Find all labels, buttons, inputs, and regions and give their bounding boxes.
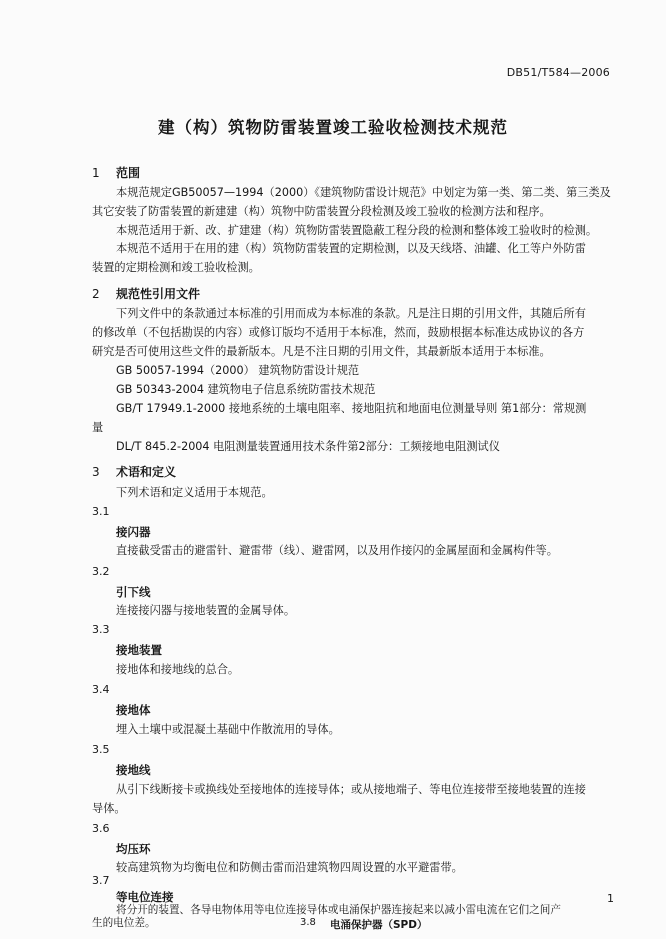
term-definition: 直接截受雷击的避雷针、避雷带（线）、避雷网，以及用作接闪的金属屋面和金属构件等。 [116,544,558,557]
term-number: 3.5 [92,743,110,756]
page-number: 1 [607,892,614,905]
section-number: 1 [92,166,100,180]
term-name: 接地体 [116,703,151,717]
paragraph-line: 装置的定期检测和竣工验收检测。 [92,261,260,274]
section-number: 3 [92,465,100,479]
term-number: 3.6 [92,822,110,835]
term-number: 3.3 [92,623,110,636]
term-definition: 将分开的装置、各导电物体用等电位连接导体或电涌保护器连接起来以减小雷电流在它们之间产 [116,904,561,916]
paragraph-line: 本规范适用于新、改、扩建建（构）筑物防雷装置隐蔽工程分段的检测和整体竣工验收时的检测。 [116,224,598,237]
document-title: 建（构）筑物防雷装置竣工验收检测技术规范 [158,118,508,137]
term-number: 3.8 [300,917,316,928]
term-name: 等电位连接 [116,890,174,904]
term-name: 电涌保护器（SPD） [330,919,428,931]
term-definition: 接地体和接地线的总合。 [116,663,240,676]
term-name: 均压环 [116,842,151,856]
section-title: 术语和定义 [116,465,177,479]
section-title: 范围 [116,166,141,180]
term-definition: 埋入土壤中或混凝土基础中作散流用的导体。 [116,723,340,736]
paragraph-line: 研究是否可使用这些文件的最新版本。凡是不注日期的引用文件，其最新版本适用于本标准。 [92,345,551,358]
reference-item: GB 50057-1994（2000） 建筑物防雷设计规范 [116,364,360,377]
section-2-heading [92,285,200,302]
term-definition: 较高建筑物为均衡电位和防侧击雷而沿建筑物四周设置的水平避雷带。 [116,861,463,874]
term-definition-cont: 导体。 [92,802,126,815]
term-number: 3.4 [92,683,110,696]
reference-item: DL/T 845.2-2004 电阻测量装置通用技术条件第2部分：工频接地电阻测试仪 [116,440,500,453]
reference-item-cont: 量 [92,421,104,434]
section-number: 2 [92,287,100,301]
reference-item: GB/T 17949.1-2000 接地系统的土壤电阻率、接地阻抗和地面电位测量导则 第1部分：常规测 [116,402,587,415]
term-name: 引下线 [116,585,151,599]
term-definition: 从引下线断接卡或换线处至接地体的连接导体；或从接地端子、等电位连接带至接地装置的连接 [116,783,586,796]
paragraph-line: 本规范不适用于在用的建（构）筑物防雷装置的定期检测，以及天线塔、油罐、化工等户外防雷 [116,242,586,255]
paragraph-line: 其它安装了防雷装置的新建建（构）筑物中防雷装置分段检测及竣工验收的检测方法和程序。 [92,205,551,218]
term-number: 3.7 [92,874,110,887]
term-definition-cont: 生的电位差。 [92,917,156,929]
paragraph-line: 本规范规定GB50057—1994（2000）《建筑物防雷设计规范》中划定为第一类、第二类、第三类及 [116,186,611,199]
term-name: 接地线 [116,763,151,777]
reference-item: GB 50343-2004 建筑物电子信息系统防雷技术规范 [116,383,376,396]
term-name: 接闪器 [116,525,151,539]
document-code: DB51/T584—2006 [506,66,610,79]
paragraph-line: 下列术语和定义适用于本规范。 [116,486,273,499]
paragraph-line: 的修改单（不包括勘误的内容）或修订版均不适用于本标准，然而，鼓励根据本标准达成协议的各方 [92,326,585,339]
term-number: 3.2 [92,565,110,578]
paragraph-line: 下列文件中的条款通过本标准的引用而成为本标准的条款。凡是注日期的引用文件，其随后所有 [116,307,586,320]
term-number: 3.1 [92,505,110,518]
section-title: 规范性引用文件 [116,287,201,301]
term-name: 接地装置 [116,643,162,657]
section-3-heading [92,463,176,480]
section-1-heading [92,164,140,181]
term-definition: 连接接闪器与接地装置的金属导体。 [116,604,296,617]
